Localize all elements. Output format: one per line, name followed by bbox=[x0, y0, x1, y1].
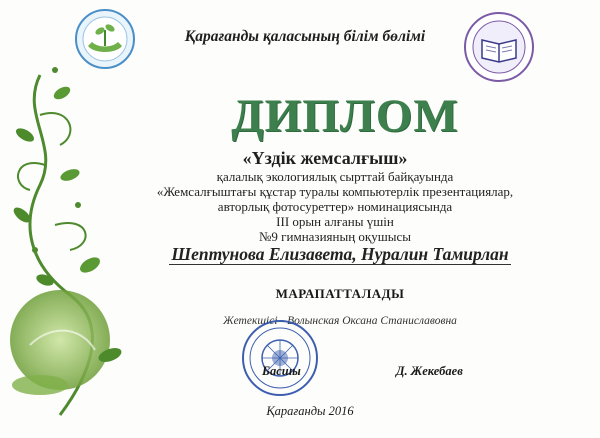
description-line-2: «Жемсалғыштағы құстар туралы компьютерлік презентациялар, bbox=[156, 184, 514, 199]
description-line-3: авторлық фотосуреттер» номинациясында bbox=[217, 199, 453, 214]
diploma-title: ДИПЛОМ bbox=[231, 90, 459, 142]
book-emblem-logo bbox=[462, 10, 536, 84]
award-category: «Үздік жемсалғыш» bbox=[242, 148, 408, 168]
award-description bbox=[150, 169, 520, 244]
director-label: Басшы bbox=[262, 364, 301, 378]
description-line-4: III орын алғаны үшін bbox=[276, 214, 394, 229]
department-header: Қарағанды қаласының білім бөлімі bbox=[184, 28, 426, 45]
eco-hands-plant-logo bbox=[74, 8, 136, 70]
award-verb: МАРАПАТТАЛАДЫ bbox=[275, 286, 405, 301]
decorative-vine-icon bbox=[0, 55, 170, 425]
director-name: Д. Жекебаев bbox=[396, 364, 463, 378]
recipient-names: Шептунова Елизавета, Нуралин Тамирлан bbox=[171, 244, 509, 264]
description-line-1: қалалық экологиялық сырттай байқауында bbox=[216, 169, 454, 184]
official-seal-icon bbox=[240, 318, 320, 398]
recipients bbox=[130, 244, 550, 265]
city-year: Қарағанды 2016 bbox=[266, 404, 354, 418]
supervisor: Жетекшісі - Волынская Оксана Станиславовна bbox=[223, 315, 457, 327]
description-line-5: №9 гимназияның оқушысы bbox=[259, 229, 411, 244]
